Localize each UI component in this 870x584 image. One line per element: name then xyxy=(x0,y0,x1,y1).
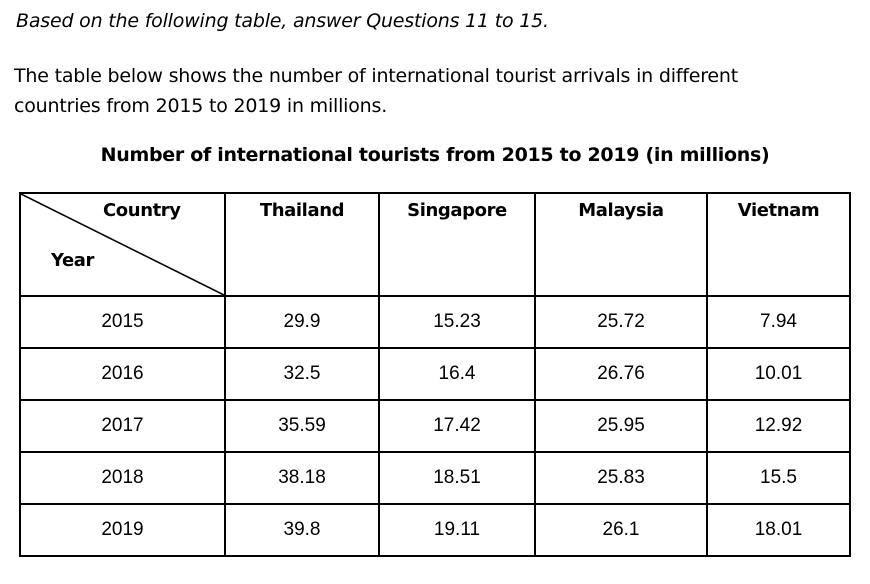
value-cell: 15.5 xyxy=(707,452,850,504)
intro-paragraph xyxy=(14,61,854,121)
value-cell: 17.42 xyxy=(379,400,535,452)
table-row xyxy=(20,452,850,504)
table-row xyxy=(20,348,850,400)
header-row xyxy=(20,193,850,296)
table-row xyxy=(20,504,850,556)
instruction-text: Based on the following table, answer Questions 11 to 15. xyxy=(16,10,549,32)
corner-year-label: Year xyxy=(51,250,95,271)
value-cell: 7.94 xyxy=(707,296,850,348)
column-header: Singapore xyxy=(379,193,535,296)
value-cell: 35.59 xyxy=(225,400,379,452)
value-cell: 18.01 xyxy=(707,504,850,556)
intro-line-1: The table below shows the number of international tourist arrivals in different xyxy=(14,65,739,87)
value-cell: 39.8 xyxy=(225,504,379,556)
year-cell: 2019 xyxy=(20,504,225,556)
value-cell: 26.76 xyxy=(535,348,707,400)
value-cell: 12.92 xyxy=(707,400,850,452)
year-cell: 2017 xyxy=(20,400,225,452)
year-cell: 2018 xyxy=(20,452,225,504)
corner-header-cell xyxy=(20,193,225,296)
value-cell: 18.51 xyxy=(379,452,535,504)
value-cell: 25.83 xyxy=(535,452,707,504)
intro-line-2: countries from 2015 to 2019 in millions. xyxy=(14,95,388,117)
year-cell: 2016 xyxy=(20,348,225,400)
column-header: Vietnam xyxy=(707,193,850,296)
corner-country-label: Country xyxy=(103,200,181,221)
value-cell: 25.72 xyxy=(535,296,707,348)
value-cell: 25.95 xyxy=(535,400,707,452)
value-cell: 38.18 xyxy=(225,452,379,504)
year-cell: 2015 xyxy=(20,296,225,348)
value-cell: 29.9 xyxy=(225,296,379,348)
column-header: Malaysia xyxy=(535,193,707,296)
value-cell: 32.5 xyxy=(225,348,379,400)
value-cell: 16.4 xyxy=(379,348,535,400)
value-cell: 19.11 xyxy=(379,504,535,556)
table-row xyxy=(20,400,850,452)
table-title: Number of international tourists from 2015 to 2019 (in millions) xyxy=(100,144,770,166)
table-row xyxy=(20,296,850,348)
value-cell: 15.23 xyxy=(379,296,535,348)
column-header: Thailand xyxy=(225,193,379,296)
tourist-table xyxy=(19,192,851,557)
value-cell: 10.01 xyxy=(707,348,850,400)
value-cell: 26.1 xyxy=(535,504,707,556)
